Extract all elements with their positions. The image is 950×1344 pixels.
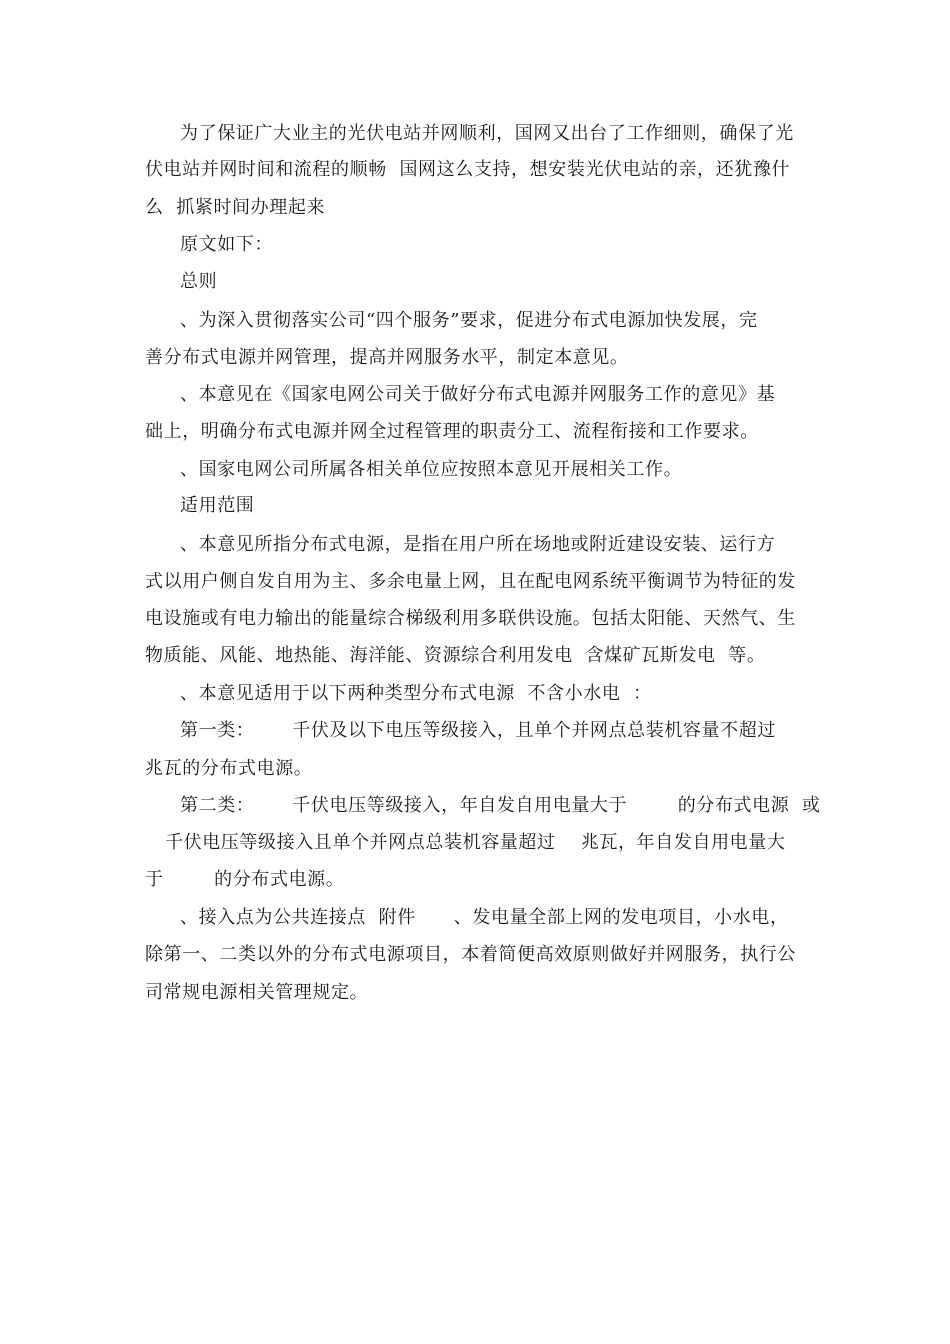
clause-6-line-2: 除第一、二类以外的分布式电源项目，本着简便高效原则做好并网服务，执行公 (145, 944, 796, 965)
clause-4-line-1: 、本意见所指分布式电源，是指在用户所在场地或附近建设安装、运行方 (180, 534, 776, 555)
category-2-line-2: 千伏电压等级接入且单个并网点总装机容量超过 兆瓦，年自发自用电量大 (165, 832, 786, 853)
intro-paragraph-line-3: 么 抓紧时间办理起来 (145, 197, 326, 218)
category-1-line-2: 兆瓦的分布式电源。 (145, 758, 313, 779)
intro-paragraph-line-1: 为了保证广大业主的光伏电站并网顺利，国网又出台了工作细则，确保了光 (180, 123, 794, 144)
section-heading-general: 总则 (180, 271, 218, 292)
clause-3: 、国家电网公司所属各相关单位应按照本意见开展相关工作。 (180, 459, 683, 480)
clause-2-line-1: 、本意见在《国家电网公司关于做好分布式电源并网服务工作的意见》基 (180, 384, 776, 405)
original-text-label: 原文如下： (180, 234, 273, 255)
category-2-line-3: 于 的分布式电源。 (145, 869, 345, 890)
clause-2-line-2: 础上，明确分布式电源并网全过程管理的职责分工、流程衔接和工作要求。 (145, 421, 759, 442)
clause-4-line-2: 式以用户侧自发自用为主、多余电量上网，且在配电网系统平衡调节为特征的发 (145, 571, 796, 592)
clause-1-line-2: 善分布式电源并网管理，提高并网服务水平，制定本意见。 (145, 347, 629, 368)
intro-paragraph-line-2: 伏电站并网时间和流程的顺畅 国网这么支持，想安装光伏电站的亲，还犹豫什 (145, 159, 791, 180)
clause-6-line-1: 、接入点为公共连接点 附件 、发电量全部上网的发电项目，小水电， (180, 907, 789, 928)
clause-5: 、本意见适用于以下两种类型分布式电源 不含小水电 ： (180, 683, 652, 704)
clause-6-line-3: 司常规电源相关管理规定。 (145, 982, 369, 1003)
category-1-line-1: 第一类： 千伏及以下电压等级接入，且单个并网点总装机容量不超过 (180, 720, 776, 741)
section-heading-scope: 适用范围 (180, 495, 255, 516)
clause-4-line-3: 电设施或有电力输出的能量综合梯级利用多联供设施。包括太阳能、天然气、生 (145, 608, 796, 629)
clause-4-line-4: 物质能、风能、地热能、海洋能、资源综合利用发电 含煤矿瓦斯发电 等。 (145, 645, 766, 666)
clause-1-line-1: 、为深入贯彻落实公司“四个服务”要求，促进分布式电源加快发展，完 (180, 310, 758, 331)
category-2-line-1: 第二类： 千伏电压等级接入，年自发自用电量大于 的分布式电源 或 (180, 795, 821, 816)
